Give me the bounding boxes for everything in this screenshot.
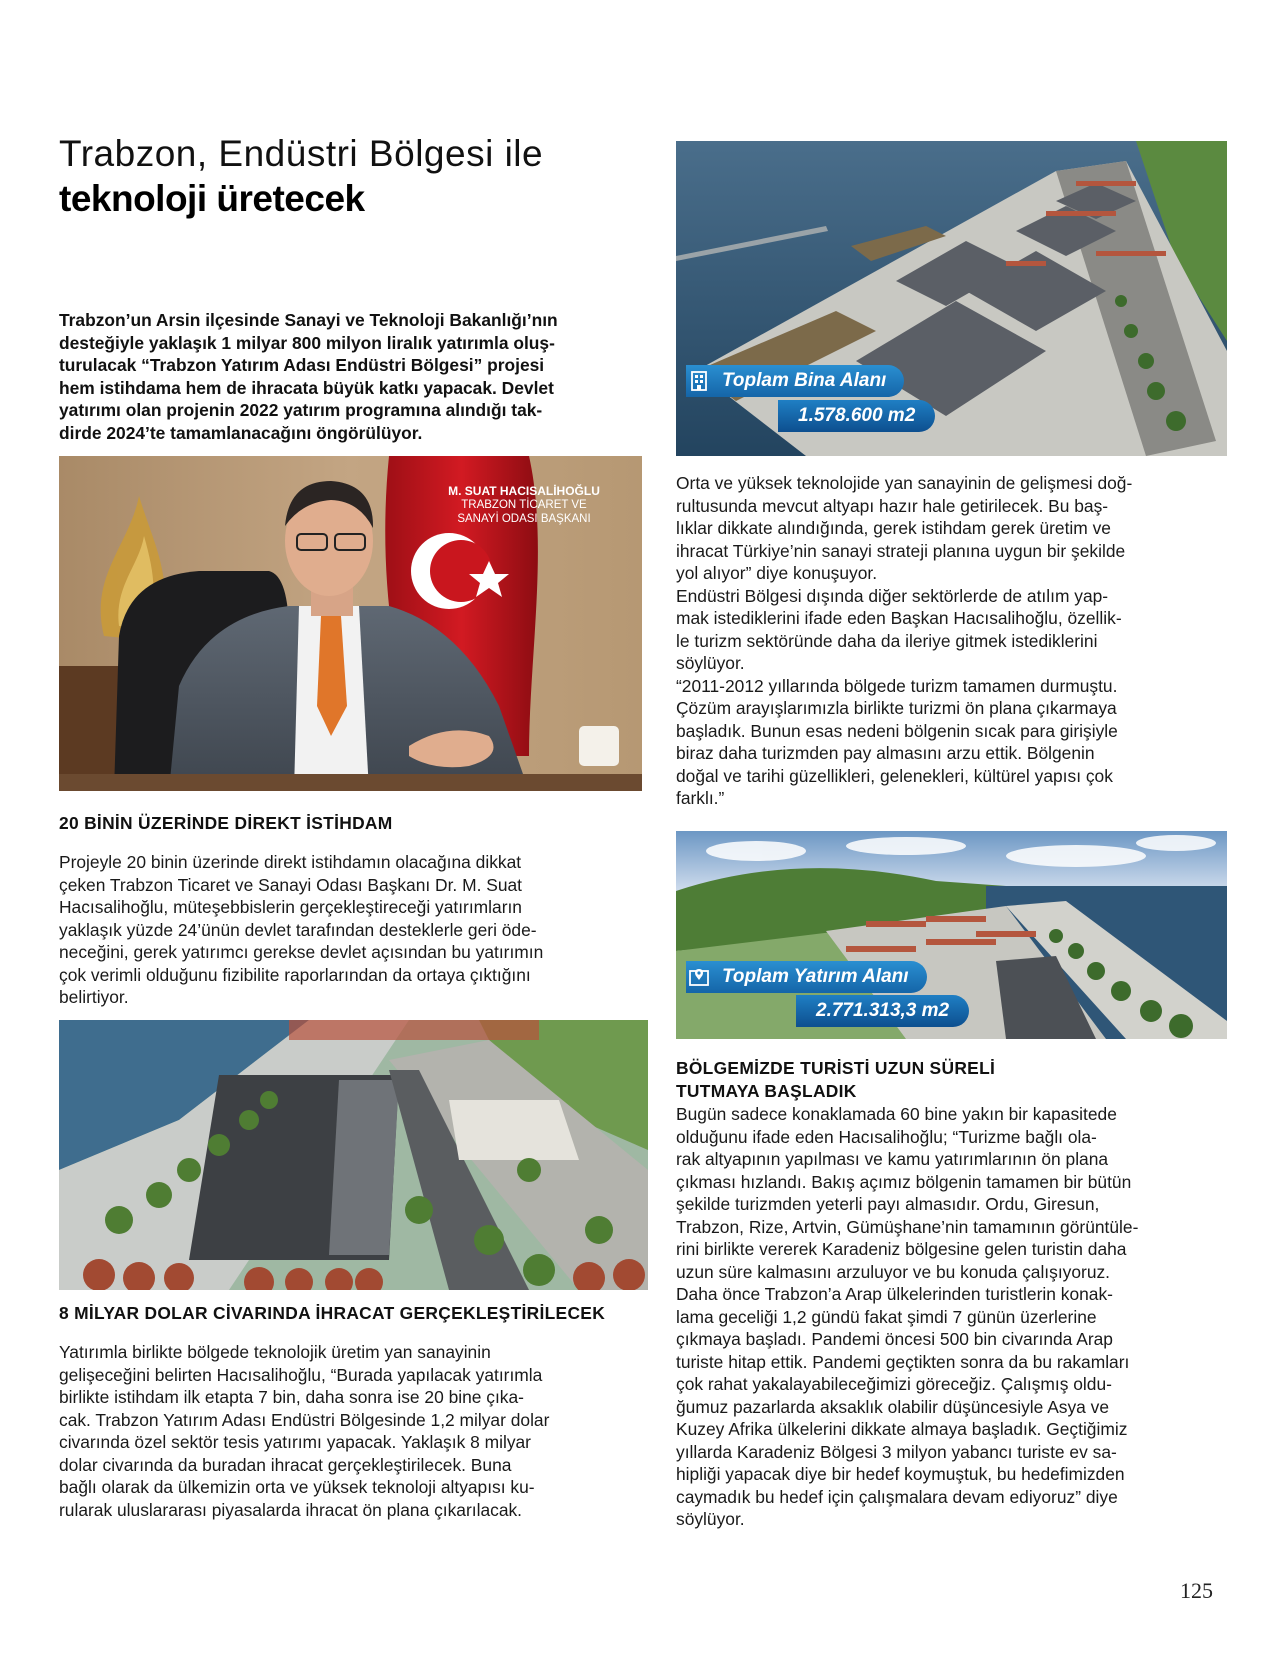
industrial-render-illustration [59,1020,648,1290]
badge-value: 2.771.313,3 m2 [796,995,969,1027]
body-line: birlikte istihdam ilk etapta 7 bin, daha sonra ise 20 bine çıka- [59,1387,524,1407]
body-line: söylüyor. [676,653,745,673]
badge-label: Toplam Yatırım Alanı [686,961,927,993]
body-line: Endüstri Bölgesi dışında diğer sektörlerde de atılım yap- [676,585,1109,606]
body-line: yaklaşık yüzde 24’ünün devlet tarafından desteklerle geri öde- [59,919,537,940]
right-column-text [676,472,1236,810]
body-line: çıkması hızlandı. Bakış açımız bölgenin tamamen bir bütün [676,1171,1132,1192]
body-line: Yatırımla birlikte bölgede teknolojik üretim yan sanayinin [59,1342,491,1362]
body-line: neceğini, gerek yatırımcı gerekse devlet açısından bu yatırımın [59,942,544,962]
body-line: şekilde turizmden yeterli payı almasıdır. Ordu, Giresun, [676,1194,1100,1214]
badge-label: Toplam Bina Alanı [686,365,904,397]
body-line: olduğunu ifade eden Hacısalihoğlu; “Turizme bağlı ola- [676,1126,1097,1147]
lead-line: yatırımı olan projenin 2022 yatırım programına alındığı tak- [59,400,543,420]
portrait-caption [409,484,639,526]
portrait-name: M. SUAT HACISALİHOĞLU [448,484,600,498]
section-heading [59,812,393,835]
body-line: çeken Trabzon Ticaret ve Sanayi Odası Başkanı Dr. M. Suat [59,874,523,895]
body-line: çok verimli olduğunu fizibilite raporlarından da ortaya çıktığını [59,964,531,985]
portrait-photo [59,456,642,791]
section-heading [59,1302,605,1325]
body-line: Orta ve yüksek teknolojide yan sanayinin de gelişmesi doğ- [676,473,1133,493]
body-line: doğal ve tarihi güzellikleri, gelenekleri, kültürel yapısı çok [676,765,1113,786]
article-title-line1: Trabzon, Endüstri Bölgesi ile [59,133,544,174]
body-line: belirtiyor. [59,987,129,1007]
portrait-role-line2: SANAYİ ODASI BAŞKANI [457,513,591,525]
body-line: “2011-2012 yıllarında bölgede turizm tamamen durmuştu. [676,675,1118,696]
body-line: Daha önce Trabzon’a Arap ülkelerinden turistlerin konak- [676,1284,1113,1304]
lead-line: hem istihdama hem de ihracata büyük katkı yapacak. Devlet [59,377,554,398]
industrial-zone-render [59,1020,648,1290]
body-line: lama geceliği 1,2 gündü fakat şimdi 7 günün üzerlerine [676,1306,1097,1327]
body-line: Projeyle 20 binin üzerinde direkt istihdamın olacağına dikkat [59,852,522,872]
lead-line: turulacak “Trabzon Yatırım Adası Endüstri Bölgesi” projesi [59,355,545,375]
section-heading-text: 8 MİLYAR DOLAR CİVARINDA İHRACAT GERÇEKLEŞTİRİLECEK [59,1303,606,1323]
body-line: çıkmaya başladı. Pandemi öncesi 500 bin civarında Arap [676,1329,1113,1349]
body-line: bağlı olarak da ülkemizin orta ve yüksek teknoloji altyapısı ku- [59,1477,535,1497]
section-body [59,851,649,1009]
body-line: gelişeceğini belirten Hacısalihoğlu, “Burada yapılacak yatırımla [59,1364,543,1385]
body-line: Hacısalihoğlu, müteşebbislerin gerçekleştireceği yatırımların [59,897,522,917]
lead-line: Trabzon’un Arsin ilçesinde Sanayi ve Teknoloji Bakanlığı’nın [59,310,558,330]
body-line: başladık. Bunun esas nedeni bölgenin sıcak para girişiyle [676,720,1118,741]
body-line: rultusunda mevcut altyapı hazır hale getirilecek. Bu baş- [676,495,1109,516]
body-line: Kuzey Afrika ülkelerini dikkate almaya başladık. Geçtiğimiz [676,1419,1128,1439]
body-line: le turizm sektöründe daha da ileriye gitmek istediklerini [676,630,1098,651]
body-line: Bugün sadece konaklamada 60 bine yakın bir kapasitede [676,1104,1117,1124]
body-line: lıklar dikkate alındığında, gerek istihdam gerek üretim ve [676,518,1111,538]
section-body [59,1341,649,1521]
body-line: rini birlikte vererek Karadeniz bölgesine gelen turistin daha [676,1239,1127,1259]
body-line: Çözüm arayışlarımızla birlikte turizmi ön plana çıkarmaya [676,698,1117,718]
body-line: rularak uluslararası piyasalarda ihracat ön plana çıkarılacak. [59,1499,523,1520]
coastal-render [676,831,1227,1039]
lead-line: dirde 2024’te tamamlanacağını öngörülüyor. [59,422,423,443]
body-line: civarında özel sektör tesis yatırımı yapacak. Yaklaşık 8 milyar [59,1432,531,1452]
body-line: caymadık bu hedef için çalışmalara devam ediyoruz” diye [676,1486,1118,1507]
portrait-role-line1: TRABZON TİCARET VE [461,499,587,511]
section-heading-line: TUTMAYA BAŞLADIK [676,1081,857,1101]
body-line: yol alıyor” diye konuşuyor. [676,563,878,583]
section-heading-line: BÖLGEMİZDE TURİSTİ UZUN SÜRELİ [676,1058,996,1078]
lead-paragraph [59,309,637,444]
body-line: farklı.” [676,788,725,808]
badge-value: 1.578.600 m2 [778,400,935,432]
body-line: Trabzon, Rize, Artvin, Gümüşhane’nin tamamının görüntüle- [676,1216,1139,1237]
article-title-line2: teknoloji üretecek [59,178,365,219]
body-line: hipliği yapacak diye bir hedef koymuştuk, bu hedefimizden [676,1464,1125,1484]
body-line: ihracat Türkiye’nin sanayi strateji planına uygun bir şekilde [676,540,1126,561]
body-line: uzun süre kalmasını arzuluyor ve bu konuda çalışıyoruz. [676,1261,1111,1282]
harbor-render [676,141,1227,456]
body-line: yıllarda Karadeniz Bölgesi 3 milyon yabancı turiste ev sa- [676,1441,1117,1462]
harbor-render-illustration [676,141,1227,456]
body-line: biraz daha turizmden pay almasını arzu ettik. Bölgenin [676,743,1095,763]
section-body [676,1103,1236,1531]
body-line: çok rahat yakalayabileceğimizi göreceğiz. Çalışmış oldu- [676,1374,1112,1394]
body-line: cak. Trabzon Yatırım Adası Endüstri Bölgesinde 1,2 milyar dolar [59,1409,550,1430]
body-line: turiste hitap ettik. Pandemi geçtikten sonra da bu rakamları [676,1351,1130,1372]
section-heading [676,1057,995,1103]
body-line: rak altyapının yapılması ve kamu yatırımlarının ön plana [676,1149,1109,1169]
body-line: mak istediklerini ifade eden Başkan Hacısalihoğlu, özellik- [676,608,1122,628]
page-number: 125 [1180,1578,1213,1603]
body-line: dolar civarında da buradan ihracat gerçekleştirilecek. Buna [59,1454,512,1475]
body-line: söylüyor. [676,1509,745,1529]
map-pin-icon [688,966,710,988]
lead-line: desteğiyle yaklaşık 1 milyar 800 milyon liralık yatırımla oluş- [59,332,555,353]
building-icon [688,370,710,392]
body-line: ğumuz pazarlarda aksaklık olabilir düşüncesiyle Asya ve [676,1396,1110,1417]
section-heading-text: 20 BİNİN ÜZERİNDE DİREKT İSTİHDAM [59,813,393,833]
